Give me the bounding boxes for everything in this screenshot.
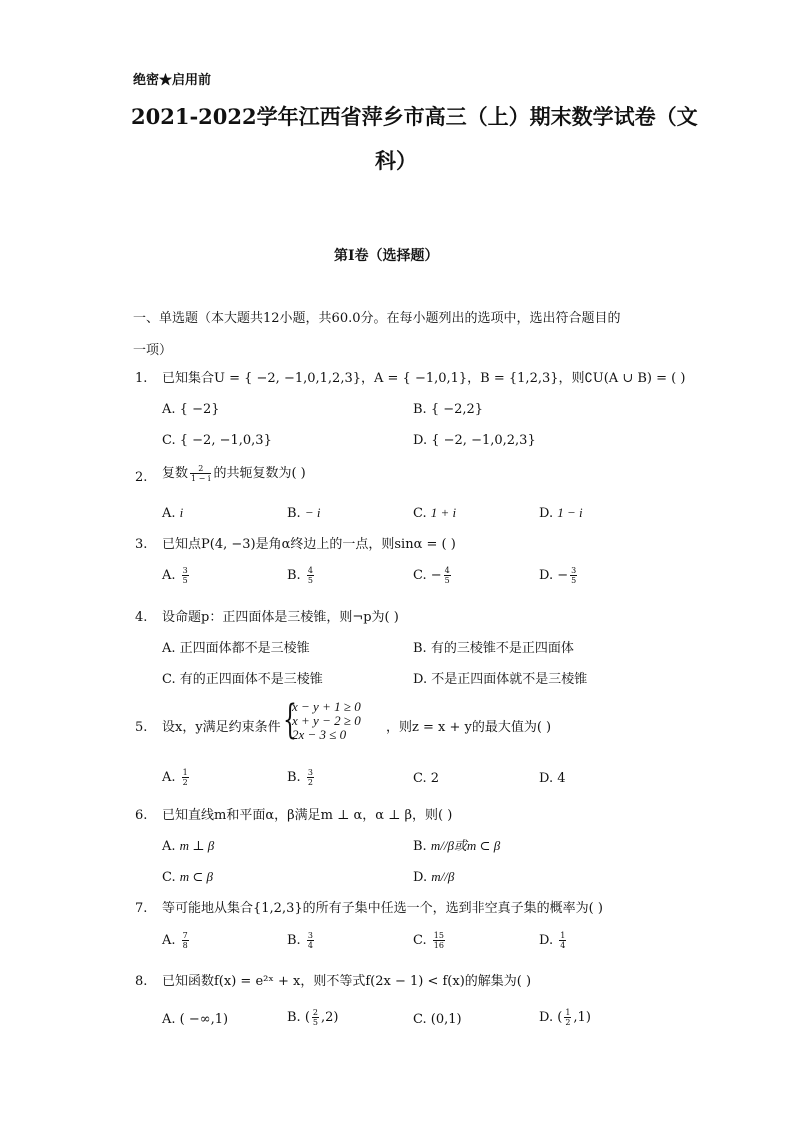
question-2-option-d: D. 1 − i — [539, 505, 583, 521]
question-3-option-c: C. − $\frac{4}{5}$ — [413, 566, 450, 585]
question-8-stem: 已知函数f(x) = e²ˣ + x，则不等式f(2x − 1) < f(x)的解集为( ) — [162, 974, 532, 989]
question-7-stem: 等可能地从集合{1,2,3}的所有子集中任选一个，选到非空真子集的概率为( ) — [162, 901, 603, 916]
question-1-number: 1. — [135, 371, 148, 386]
question-7-option-a: A. $\frac{7}{8}$ — [162, 931, 188, 950]
question-1-option-d: D. { −2, −1,0,2,3} — [413, 433, 536, 448]
question-3-stem: 已知点P(4, −3)是角α终边上的一点，则sinα = ( ) — [162, 537, 456, 552]
question-1-option-a: A. { −2} — [162, 402, 220, 417]
question-4-stem: 设命题p：正四面体是三棱锥，则¬p为( ) — [162, 610, 399, 625]
left-brace-icon: { — [283, 697, 297, 743]
question-2-option-a: A. i — [162, 505, 184, 521]
volume-title: 第I卷（选择题） — [334, 248, 439, 264]
question-8-option-c: C. (0,1) — [413, 1012, 462, 1027]
question-8-number: 8. — [135, 974, 148, 989]
question-6-number: 6. — [135, 808, 148, 823]
exam-title-line2: 科） — [375, 148, 417, 173]
question-5-option-a: A. $\frac{1}{2}$ — [162, 768, 188, 787]
question-7-option-b: B. $\frac{3}{4}$ — [287, 931, 313, 950]
question-1-option-c: C. { −2, −1,0,3} — [162, 433, 272, 448]
question-5-number: 5. — [135, 720, 148, 735]
question-6-stem: 已知直线m和平面α，β满足m ⊥ α，α ⊥ β，则( ) — [162, 808, 453, 823]
exam-title-line1: 2021-2022学年江西省萍乡市高三（上）期末数学试卷（文 — [131, 104, 698, 129]
question-6-option-d: D. m//β — [413, 869, 455, 885]
part-instructions-line2: 一项） — [133, 343, 173, 358]
question-1-stem: 已知集合U = { −2, −1,0,1,2,3}，A = { −1,0,1}，B = {1,2,3}，则∁U(A ∪ B) = ( ) — [162, 371, 686, 386]
question-5-stem-pre: 设x，y满足约束条件 — [162, 720, 281, 735]
question-4-option-c: C. 有的正四面体不是三棱锥 — [162, 672, 323, 687]
question-3-number: 3. — [135, 537, 148, 552]
part-instructions-line1: 一、单选题（本大题共12小题，共60.0分。在每小题列出的选项中，选出符合题目的 — [133, 311, 621, 326]
question-3-option-b: B. $\frac{4}{5}$ — [287, 566, 313, 585]
question-4-option-a: A. 正四面体都不是三棱锥 — [162, 641, 310, 656]
question-7-option-c: C. $\frac{15}{16}$ — [413, 931, 444, 950]
question-5-option-d: D. 4 — [539, 771, 566, 786]
question-8-option-a: A. ( −∞,1) — [162, 1012, 229, 1027]
question-5-stem-post: ，则z = x + y的最大值为( ) — [386, 720, 552, 735]
question-2-option-b: B. − i — [287, 505, 321, 521]
question-3-option-a: A. $\frac{3}{5}$ — [162, 566, 188, 585]
question-7-number: 7. — [135, 901, 148, 916]
question-6-option-b: B. m//β或m ⊂ β — [413, 838, 501, 854]
question-6-option-a: A. m ⊥ β — [162, 838, 215, 854]
constraint-system: { x − y + 1 ≥ 0 x + y − 2 ≥ 0 2x − 3 ≤ 0 — [283, 697, 361, 743]
question-2-option-c: C. 1 + i — [413, 505, 457, 521]
question-1-option-b: B. { −2,2} — [413, 402, 484, 417]
question-4-option-b: B. 有的三棱锥不是正四面体 — [413, 641, 574, 656]
question-8-option-b: B. ( $\frac{2}{5}$ ,2) — [287, 1008, 339, 1027]
question-2-stem: 复数 $\frac{2}{1 - i}$ 的共轭复数为( ) — [162, 464, 306, 483]
fraction: $\frac{2}{1 - i}$ — [191, 464, 211, 483]
question-2-number: 2. — [135, 470, 148, 485]
question-4-option-d: D. 不是正四面体就不是三棱锥 — [413, 672, 588, 687]
question-7-option-d: D. $\frac{1}{4}$ — [539, 931, 566, 950]
question-8-option-d: D. ( $\frac{1}{2}$ ,1) — [539, 1008, 591, 1027]
question-5-option-c: C. 2 — [413, 771, 440, 786]
secret-label: 绝密★启用前 — [133, 73, 212, 88]
question-5-option-b: B. $\frac{3}{2}$ — [287, 768, 313, 787]
question-4-number: 4. — [135, 610, 148, 625]
question-3-option-d: D. − $\frac{3}{5}$ — [539, 566, 577, 585]
question-6-option-c: C. m ⊂ β — [162, 869, 214, 885]
